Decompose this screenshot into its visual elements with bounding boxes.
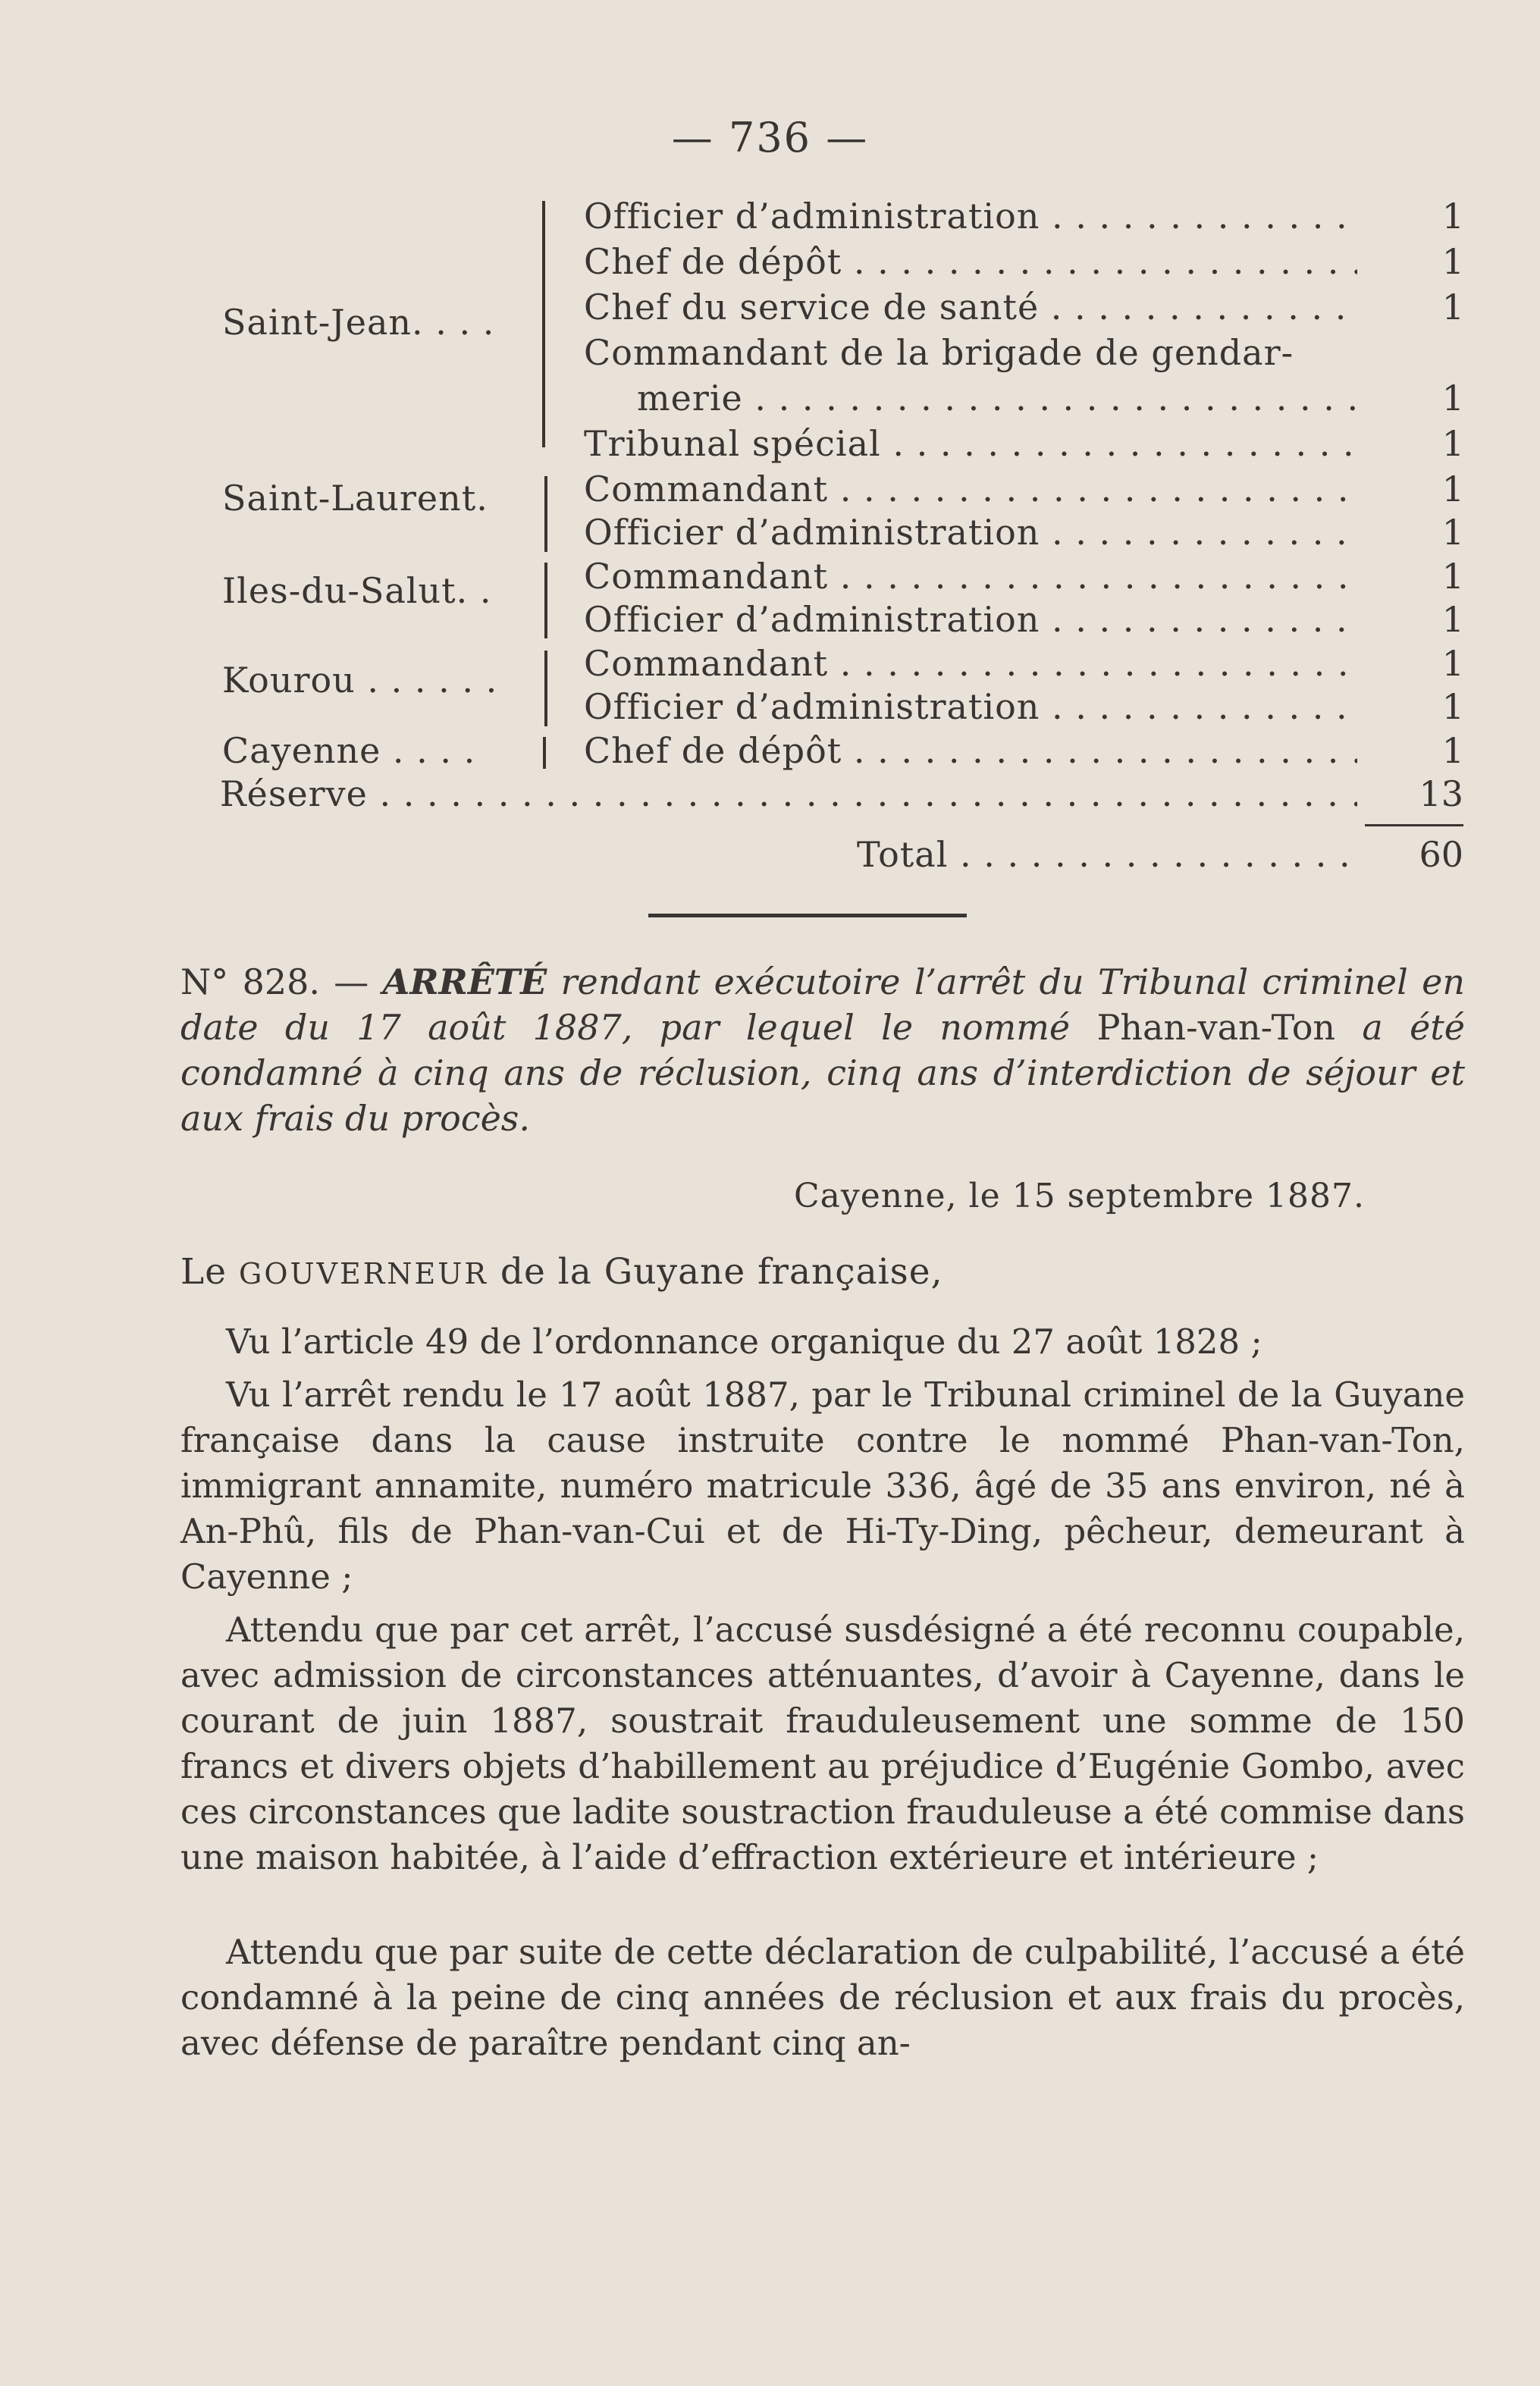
governor-line [180,1251,943,1293]
decree-subtitle-a: rendant exécutoire l’arrêt du Tribunal criminel en date du 17 août 1887, par lequel le nommé [180,961,1466,1048]
row-value: 1 [1441,556,1464,597]
row-value: 1 [1441,643,1464,684]
row-value: 1 [1441,686,1464,727]
table-row [0,512,1540,557]
table-row [0,196,1540,241]
row-label: Chef de dépôt . . . [584,241,1357,282]
row-label: Officier d’administration . . . [584,512,1357,553]
paragraph: Vu l’arrêt rendu le 17 août 1887, par le Tribunal criminel de la Guyane française dans la cause instruite contre le nommé Phan-van-Ton, immigrant annamite, numéro matricule 336, âgé de 35 ans environ, né à An-Phû, fils de Phan-van-Cui et de Hi-Ty-Ding, pêcheur, demeurant à Cayenne ; [180,1375,1465,1597]
governor-rest: de la Guyane française, [500,1251,943,1293]
row-label: Officier d’administration . . . [584,686,1357,727]
row-label: merie . . . [637,378,1357,419]
reserve-label: Réserve . . . [220,773,1357,814]
row-value: 1 [1441,241,1464,282]
governor-le: Le [180,1251,227,1293]
table-row [0,423,1540,469]
location-saint-laurent: Saint-Laurent. [222,478,488,519]
row-value: 1 [1441,287,1464,328]
row-value: 1 [1441,599,1464,640]
section-separator [648,914,967,917]
reserve-row [220,773,1463,820]
row-value: 1 [1441,512,1464,553]
row-label: Tribunal spécial . . . [584,423,1357,464]
row-label: Officier d’administration . . . [584,599,1357,640]
total-row [857,834,1463,881]
decree-heading [180,959,1465,1141]
row-label: Commandant . . . [584,643,1357,684]
location-kourou: Kourou . . . . . . [222,660,498,701]
sum-rule [1365,824,1463,826]
row-label: Officier d’administration . . . [584,196,1357,237]
place-date: Cayenne, le 15 septembre 1887. [794,1177,1365,1215]
row-value: 1 [1441,469,1464,509]
decree-subtitle-b: a été condamné à cinq ans de réclusion, cinq ans d’interdiction de séjour et aux frais du procès. [180,1007,1466,1139]
row-value: 1 [1441,196,1464,237]
table-row [0,643,1540,688]
total-label: Total . . . [857,834,1365,875]
row-value: 1 [1441,730,1464,771]
location-cayenne: Cayenne . . . . [222,730,476,771]
table-row [0,686,1540,732]
table-row [0,287,1540,332]
paragraph: Attendu que par cet arrêt, l’accusé susdésigné a été reconnu coupable, avec admission de circonstances atténuantes, d’avoir à Cayenne, dans le courant de juin 1887, soustrait frauduleusement une somme de 150 francs et divers objets d’habillement au préjudice d’Eugénie Gombo, avec ces circonstances que ladite soustraction frauduleuse a été commise dans une maison habitée, à l’aide d’effraction extérieure et intérieure ; [180,1610,1465,1877]
row-value: 1 [1441,423,1464,464]
row-label: Commandant de la brigade de gendar- [584,332,1294,373]
row-label: Commandant . . . [584,469,1357,509]
table-row [0,469,1540,514]
row-label: Chef de dépôt . . . [584,730,1357,771]
row-label: Commandant . . . [584,556,1357,597]
decree-subtitle-name: Phan-van-Ton [1096,1007,1336,1048]
table-row [0,332,1540,378]
location-iles-du-salut: Iles-du-Salut. . [222,570,492,611]
row-value: 1 [1441,378,1464,419]
row-label: Chef du service de santé . . . [584,287,1357,328]
paragraph: Vu l’article 49 de l’ordonnance organique du 27 août 1828 ; [226,1322,1262,1362]
page-number: — 736 — [671,114,869,161]
paragraph: Attendu que par suite de cette déclaration de culpabilité, l’accusé a été condamné à la peine de cinq années de réclusion et aux frais du procès, avec défense de paraître pendant cinq an- [180,1932,1465,2063]
total-value: 60 [1419,834,1463,875]
decree-title: ARRÊTÉ [382,961,547,1002]
decree-number: N° 828. — [180,961,369,1002]
reserve-value: 13 [1419,773,1463,814]
governor-title: GOUVERNEUR [238,1257,488,1290]
table-row [0,378,1540,423]
table-row [0,556,1540,601]
table-row [0,730,1540,776]
table-row [0,241,1540,287]
location-saint-jean: Saint-Jean. . . . [222,302,495,343]
table-row [0,599,1540,644]
